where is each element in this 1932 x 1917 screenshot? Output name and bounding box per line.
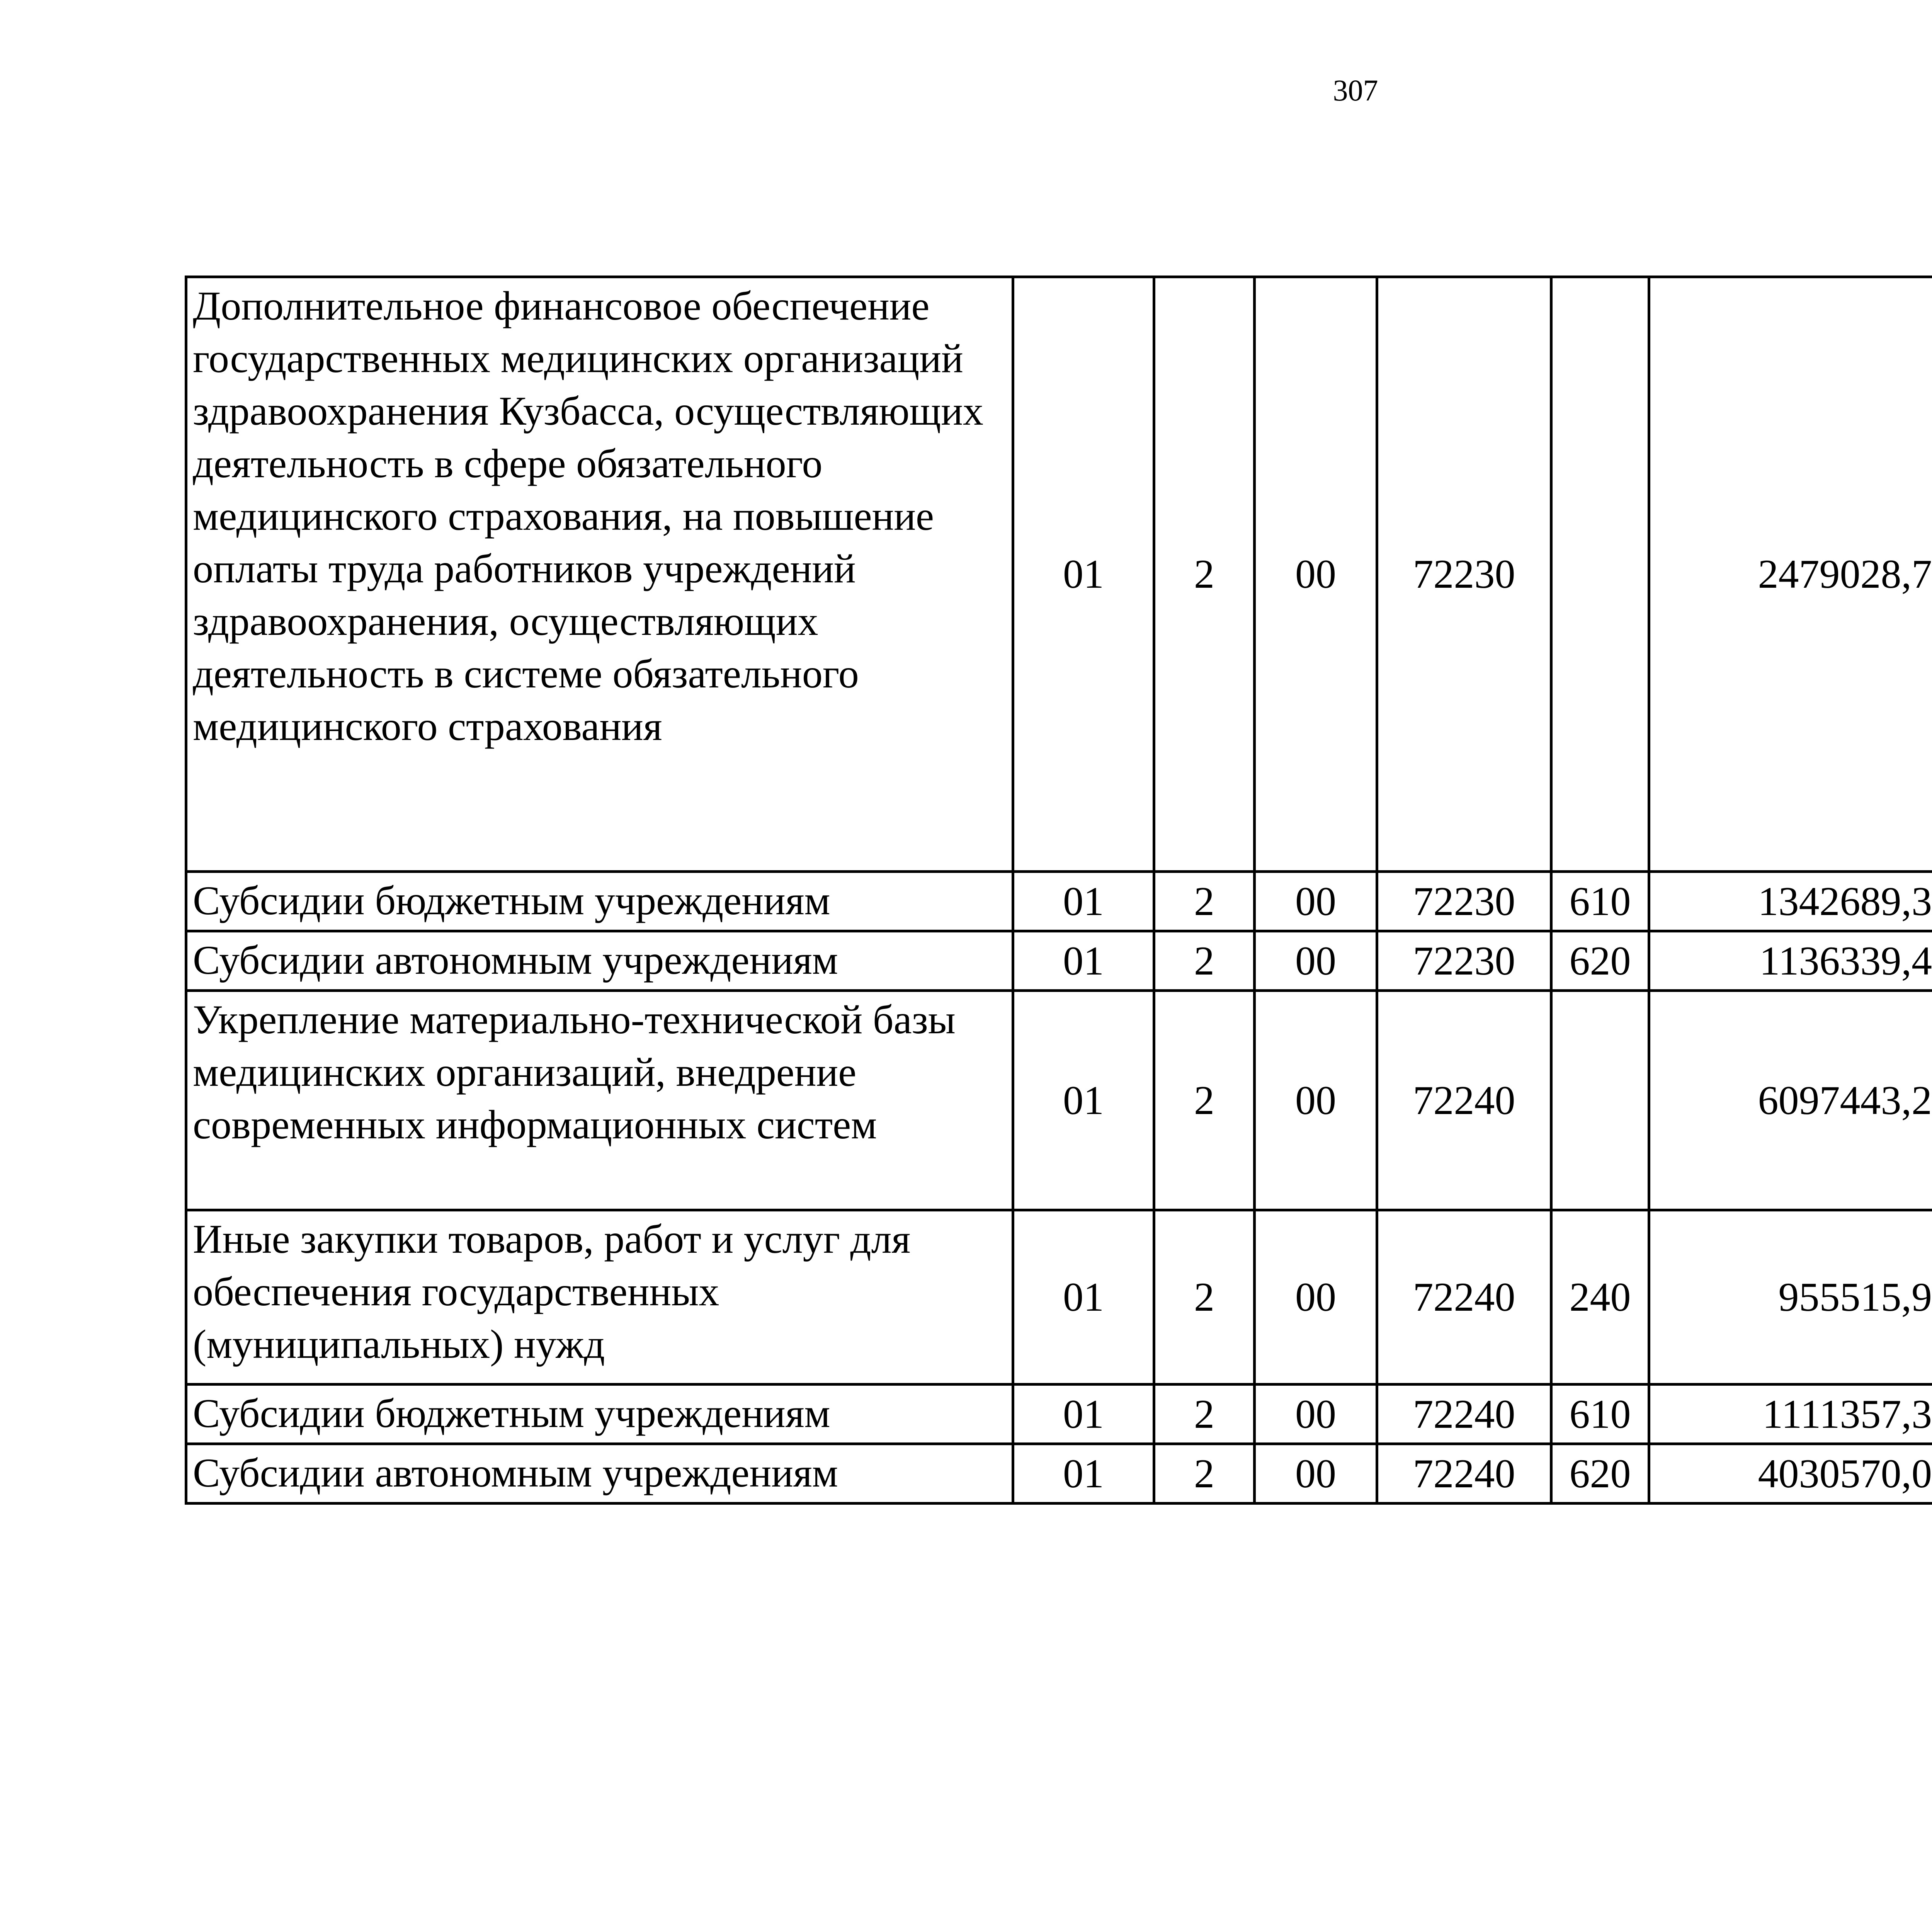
table-row bbox=[186, 277, 1932, 872]
expense-type-cell: 240 bbox=[1551, 1210, 1649, 1385]
subprogram-code-cell: 2 bbox=[1154, 931, 1255, 991]
row-name-cell: Субсидии бюджетным учреждениям bbox=[186, 872, 1013, 931]
direction-code-cell: 72240 bbox=[1377, 991, 1551, 1210]
program-code-cell: 01 bbox=[1013, 872, 1154, 931]
subprogram-code-cell: 2 bbox=[1154, 1210, 1255, 1385]
row-name-cell: Укрепление материально-технической базы медицинских организаций, внедрение современных информационных систем bbox=[186, 991, 1013, 1210]
program-code-cell: 01 bbox=[1013, 1444, 1154, 1504]
direction-code-cell: 72230 bbox=[1377, 931, 1551, 991]
direction-code-cell: 72230 bbox=[1377, 872, 1551, 931]
subprogram-code-cell: 2 bbox=[1154, 277, 1255, 872]
table-row bbox=[186, 1444, 1932, 1504]
amount-year1-cell: 1342689,3 bbox=[1649, 872, 1932, 931]
main-activity-code-cell: 00 bbox=[1255, 931, 1377, 991]
table-row bbox=[186, 991, 1932, 1210]
main-activity-code-cell: 00 bbox=[1255, 277, 1377, 872]
table-row bbox=[186, 931, 1932, 991]
row-name-cell: Субсидии автономным учреждениям bbox=[186, 1444, 1013, 1504]
row-name-cell: Дополнительное финансовое обеспечение государственных медицинских организаций здравоохранения Кузбасса, осуществляющих деятельность в сфере обязательного медицинского страхования, на повышение оплаты труда работников учреждений здравоохранения, осуществляющих деятельность в системе обязательного медицинского страхования bbox=[186, 277, 1013, 872]
program-code-cell: 01 bbox=[1013, 1210, 1154, 1385]
table-row bbox=[186, 872, 1932, 931]
table-row bbox=[186, 1210, 1932, 1385]
direction-code-cell: 72240 bbox=[1377, 1385, 1551, 1444]
direction-code-cell: 72240 bbox=[1377, 1444, 1551, 1504]
row-name-cell: Субсидии автономным учреждениям bbox=[186, 931, 1013, 991]
table-row bbox=[186, 1385, 1932, 1444]
expense-type-cell: 620 bbox=[1551, 1444, 1649, 1504]
row-name-cell: Иные закупки товаров, работ и услуг для обеспечения государственных (муниципальных) нужд bbox=[186, 1210, 1013, 1385]
main-activity-code-cell: 00 bbox=[1255, 1210, 1377, 1385]
program-code-cell: 01 bbox=[1013, 991, 1154, 1210]
program-code-cell: 01 bbox=[1013, 931, 1154, 991]
direction-code-cell: 72240 bbox=[1377, 1210, 1551, 1385]
main-activity-code-cell: 00 bbox=[1255, 872, 1377, 931]
subprogram-code-cell: 2 bbox=[1154, 872, 1255, 931]
main-activity-code-cell: 00 bbox=[1255, 991, 1377, 1210]
main-activity-code-cell: 00 bbox=[1255, 1444, 1377, 1504]
row-name-cell: Субсидии бюджетным учреждениям bbox=[186, 1385, 1013, 1444]
amount-year1-cell: 6097443,2 bbox=[1649, 991, 1932, 1210]
main-activity-code-cell: 00 bbox=[1255, 1385, 1377, 1444]
expense-type-cell: 620 bbox=[1551, 931, 1649, 991]
direction-code-cell: 72230 bbox=[1377, 277, 1551, 872]
amount-year1-cell: 955515,9 bbox=[1649, 1210, 1932, 1385]
subprogram-code-cell: 2 bbox=[1154, 1444, 1255, 1504]
expense-type-cell bbox=[1551, 991, 1649, 1210]
subprogram-code-cell: 2 bbox=[1154, 991, 1255, 1210]
program-code-cell: 01 bbox=[1013, 277, 1154, 872]
expense-type-cell bbox=[1551, 277, 1649, 872]
expense-type-cell: 610 bbox=[1551, 1385, 1649, 1444]
amount-year1-cell: 1136339,4 bbox=[1649, 931, 1932, 991]
program-code-cell: 01 bbox=[1013, 1385, 1154, 1444]
budget-table bbox=[185, 276, 1932, 1505]
page-number: 307 bbox=[1333, 73, 1378, 107]
amount-year1-cell: 1111357,3 bbox=[1649, 1385, 1932, 1444]
subprogram-code-cell: 2 bbox=[1154, 1385, 1255, 1444]
expense-type-cell: 610 bbox=[1551, 872, 1649, 931]
amount-year1-cell: 4030570,0 bbox=[1649, 1444, 1932, 1504]
amount-year1-cell: 2479028,7 bbox=[1649, 277, 1932, 872]
